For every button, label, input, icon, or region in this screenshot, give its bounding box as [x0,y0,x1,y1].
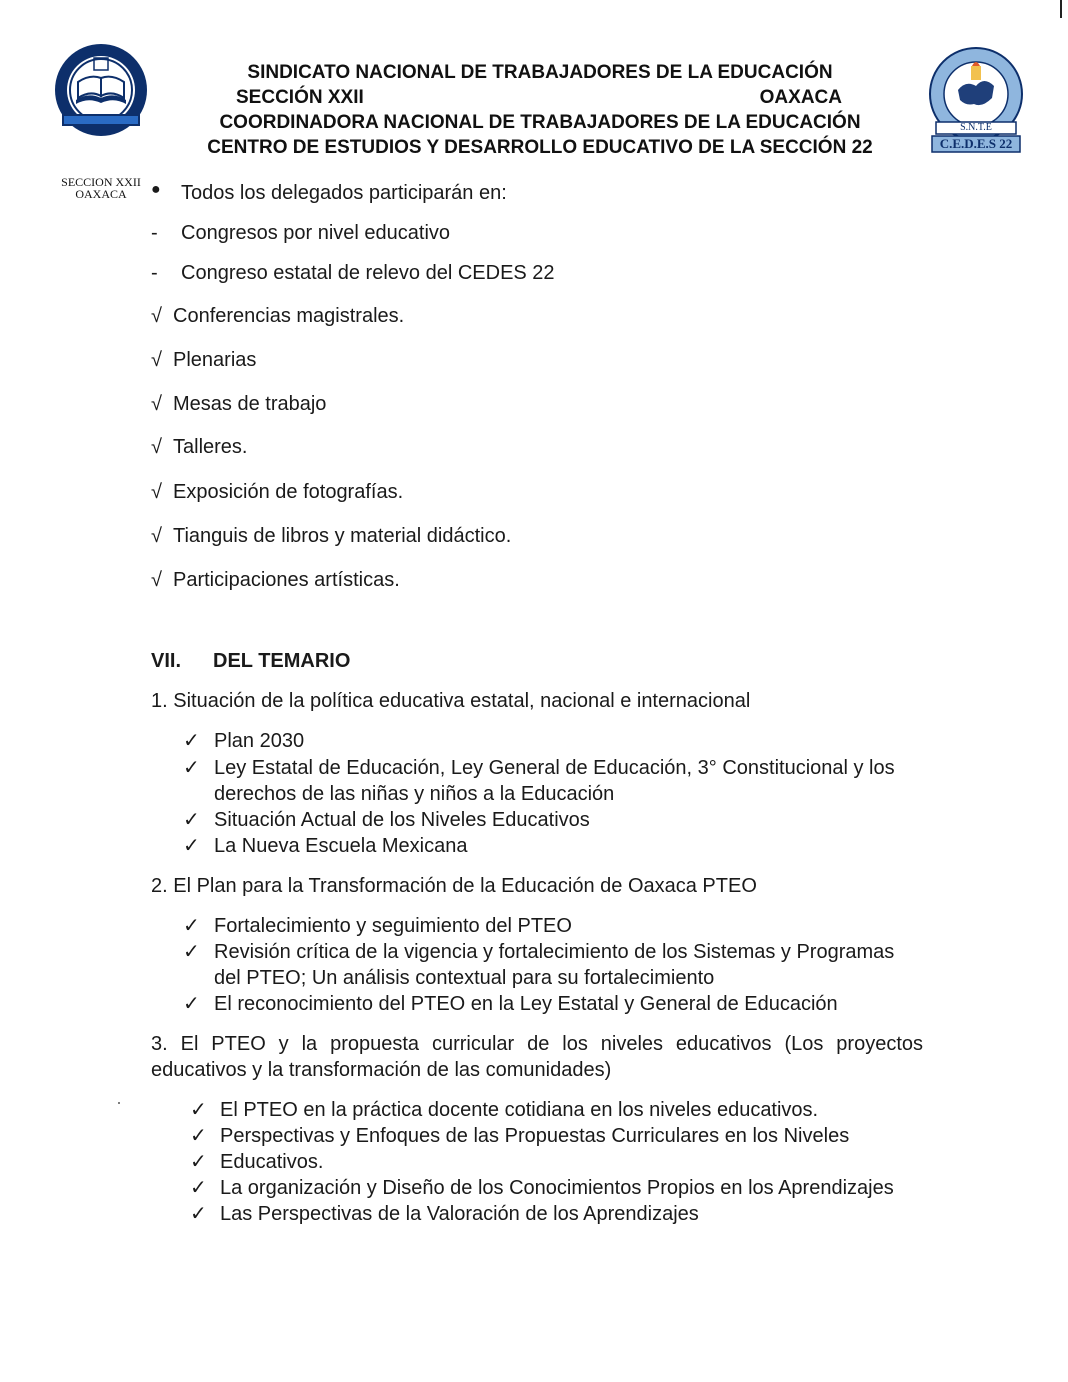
participation-intro: Todos los delegados participarán en: [181,182,507,204]
topic-item-label: Las Perspectivas de la Valoración de los Aprendizajes [220,1203,699,1225]
check-item-label: Mesas de trabajo [173,393,327,415]
checkmark-icon: ✓ [190,1099,207,1121]
check-item-label: Conferencias magistrales. [173,305,405,327]
topic-item-label: Plan 2030 [214,730,305,752]
dash-icon: - [151,262,158,284]
topic-3-item [190,1123,930,1149]
checkmark-icon: ✓ [183,835,200,857]
topic-item-label: Perspectivas y Enfoques de las Propuestas Curriculares en los Niveles [220,1125,850,1147]
header-line-2 [160,85,920,110]
topic-1-item [183,807,923,833]
checkmark-icon: ✓ [183,915,200,937]
topic-1-item [183,755,923,807]
checkmark-icon: ✓ [190,1177,207,1199]
checkmark-icon: √ [151,481,162,503]
checkmark-icon: ✓ [183,993,200,1015]
topic-item-label: Situación Actual de los Niveles Educativos [214,809,590,831]
section-number: VII. [151,650,182,672]
topic-item-label: La Nueva Escuela Mexicana [214,835,468,857]
checkmark-icon: √ [151,349,162,371]
header-seccion: SECCIÓN XXII [236,87,364,108]
checkmark-icon: ✓ [183,809,200,831]
topic-item-label: Educativos. [220,1151,324,1173]
left-logo-banner: S.N.T.E [80,148,122,159]
topic-item-label: El PTEO en la práctica docente cotidiana en los niveles educativos. [220,1099,819,1121]
right-logo-banner-top: S.N.T.E [960,122,992,133]
topic-1-title: 1. Situación de la política educativa estatal, nacional e internacional [151,690,751,712]
checkmark-icon: ✓ [183,730,200,752]
letterhead-text [160,60,920,160]
check-item-label: Plenarias [173,349,257,371]
topic-item-label: Ley Estatal de Educación, Ley General de Educación, 3° Constitucional y los derechos de las niñas y niños a la Educación [214,757,895,805]
header-oaxaca: OAXACA [759,87,842,108]
topic-1-item [183,833,923,859]
topic-3-item [190,1175,930,1201]
checkmark-icon: √ [151,393,162,415]
topic-item-label: Revisión crítica de la vigencia y fortalecimiento de los Sistemas y Programas del PTEO; Un análisis contextual para su fortalecimiento [214,941,895,989]
checkmark-icon: ✓ [190,1125,207,1147]
left-logo-caption-2: OAXACA [75,187,127,201]
topic-item-label: El reconocimiento del PTEO en la Ley Estatal y General de Educación [214,993,838,1015]
section-title: DEL TEMARIO [213,650,351,672]
topic-2-item [183,913,928,939]
dash-item-label: Congreso estatal de relevo del CEDES 22 [181,262,555,284]
topic-2-item [183,991,928,1017]
topic-item-label: La organización y Diseño de los Conocimientos Propios en los Aprendizajes [220,1177,894,1199]
check-item-label: Exposición de fotografías. [173,481,404,503]
section-heading [151,650,350,673]
checkmark-icon: ✓ [190,1203,207,1225]
checkmark-icon: ✓ [183,757,200,779]
topic-1-item [183,728,923,754]
check-item-label: Talleres. [173,436,248,458]
check-item-label: Participaciones artísticas. [173,569,400,591]
topic-item-label: Fortalecimiento y seguimiento del PTEO [214,915,572,937]
topic-3-item [190,1201,930,1227]
bullet-icon: ● [151,181,161,198]
dash-item-label: Congresos por nivel educativo [181,222,451,244]
topic-3-item [190,1097,930,1123]
topic-3-item [190,1149,930,1175]
check-item-label: Tianguis de libros y material didáctico. [173,525,512,547]
scan-edge-mark [1060,0,1062,18]
header-line-4: CENTRO DE ESTUDIOS Y DESARROLLO EDUCATIVO DE LA SECCIÓN 22 [207,137,873,158]
checkmark-icon: √ [151,436,162,458]
topic-2-title: 2. El Plan para la Transformación de la Educación de Oaxaca PTEO [151,875,757,897]
right-logo-banner-bottom: C.E.D.E.S 22 [939,136,1013,151]
checkmark-icon: √ [151,569,162,591]
checkmark-icon: ✓ [190,1151,207,1173]
checkmark-icon: √ [151,525,162,547]
header-line-3: COORDINADORA NACIONAL DE TRABAJADORES DE LA EDUCACIÓN [219,112,861,133]
topic-3-title: 3. El PTEO y la propuesta curricular de los niveles educativos (Los proyectos educativos y la transformación de las comunidades) [151,1033,923,1081]
header-line-1: SINDICATO NACIONAL DE TRABAJADORES DE LA EDUCACIÓN [247,62,833,83]
left-logo-caption-1: SECCION XXII [61,175,141,189]
checkmark-icon: ✓ [183,941,200,963]
scan-speck [118,1102,120,1104]
topic-2-item [183,939,928,991]
checkmark-icon: √ [151,305,162,327]
dash-icon: - [151,222,158,244]
